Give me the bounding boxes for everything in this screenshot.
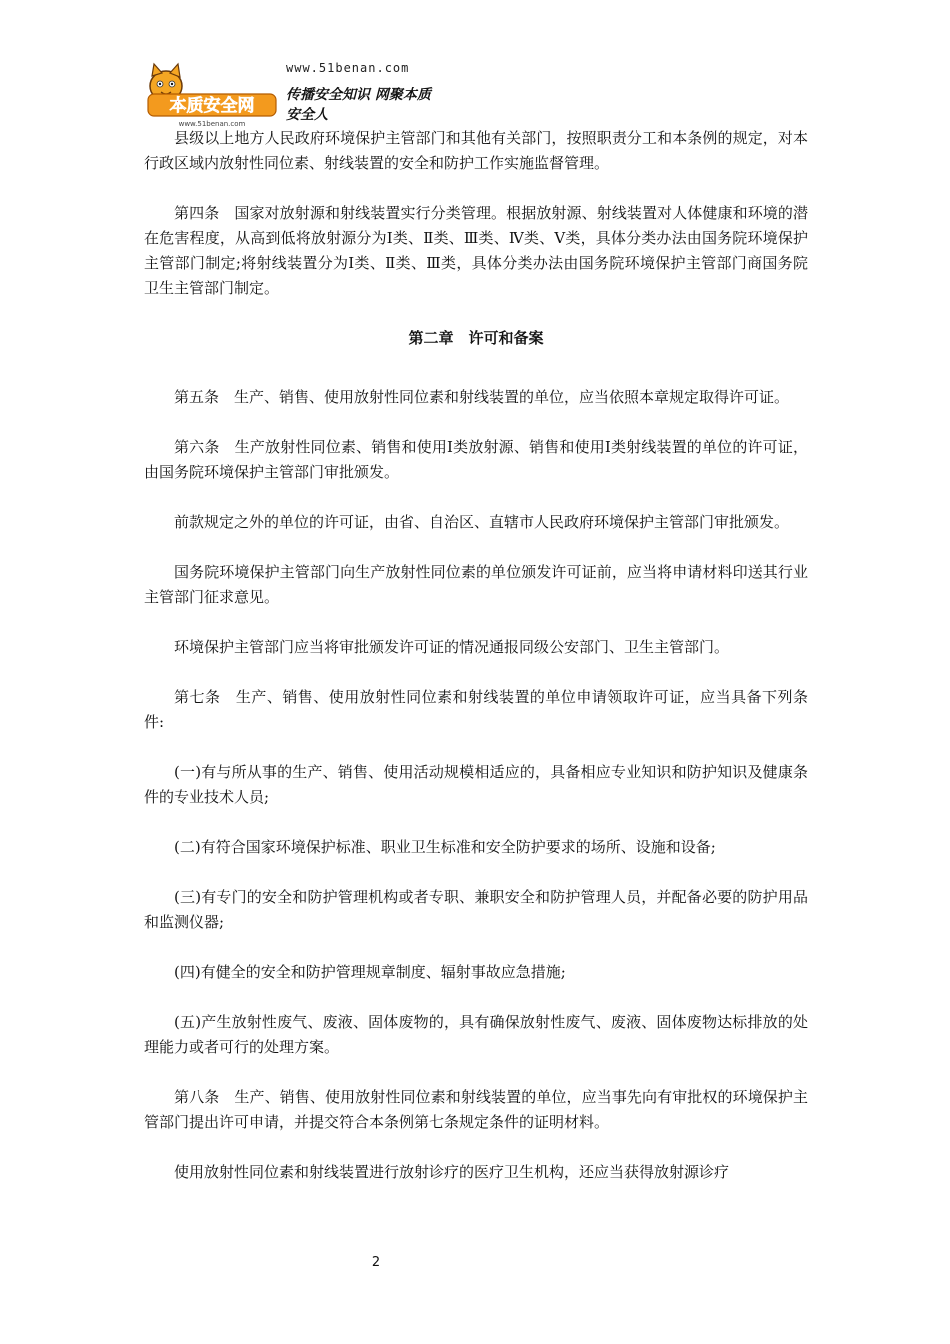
logo-text: 本质安全网 [169,96,255,116]
list-item-1: (一)有与所从事的生产、销售、使用活动规模相适应的，具备相应专业知识和防护知识及健康条件的专业技术人员; [144,763,808,806]
list-item-2: (二)有符合国家环境保护标准、职业卫生标准和安全防护要求的场所、设施和设备; [174,838,716,856]
page-header [140,60,440,130]
site-url: www.51benan.com [286,61,410,75]
article-5: 第五条 生产、销售、使用放射性同位素和射线装置的单位，应当依照本章规定取得许可证。 [174,388,790,406]
article-4: 第四条 国家对放射源和射线装置实行分类管理。根据放射源、射线装置对人体健康和环境的潜在危害程度，从高到低将放射源分为Ⅰ类、Ⅱ类、Ⅲ类、Ⅳ类、Ⅴ类，具体分类办法由国务院环境保护主管部门制定;将射线装置分为Ⅰ类、Ⅱ类、Ⅲ类，具体分类办法由国务院环境保护主管部门商国务院卫生主管部门制定。 [144,204,808,297]
list-item-4: (四)有健全的安全和防护管理规章制度、辐射事故应急措施; [174,963,566,981]
list-item-3: (三)有专门的安全和防护管理机构或者专职、兼职安全和防护管理人员，并配备必要的防护用品和监测仪器; [144,888,808,931]
site-logo [140,60,280,130]
article-8: 第八条 生产、销售、使用放射性同位素和射线装置的单位，应当事先向有审批权的环境保护主管部门提出许可申请，并提交符合本条例第七条规定条件的证明材料。 [144,1088,808,1131]
paragraph: 使用放射性同位素和射线装置进行放射诊疗的医疗卫生机构，还应当获得放射源诊疗 [174,1163,730,1181]
logo-url: www.51benan.com [178,120,246,128]
paragraph: 环境保护主管部门应当将审批颁发许可证的情况通报同级公安部门、卫生主管部门。 [174,638,730,656]
paragraph: 县级以上地方人民政府环境保护主管部门和其他有关部门，按照职责分工和本条例的规定，对本行政区域内放射性同位素、射线装置的安全和防护工作实施监督管理。 [144,129,808,172]
paragraph: 前款规定之外的单位的许可证，由省、自治区、直辖市人民政府环境保护主管部门审批颁发。 [174,513,790,531]
paragraph: 国务院环境保护主管部门向生产放射性同位素的单位颁发许可证前，应当将申请材料印送其行业主管部门征求意见。 [144,563,808,606]
document-body [144,126,808,1210]
site-slogan: 传播安全知识 网聚本质安全人 [286,87,431,123]
list-item-5: (五)产生放射性废气、废液、固体废物的，具有确保放射性废气、废液、固体废物达标排放的处理能力或者可行的处理方案。 [144,1013,808,1056]
page-number: 2 [371,1255,381,1270]
article-7: 第七条 生产、销售、使用放射性同位素和射线装置的单位申请领取许可证，应当具备下列条件: [144,688,808,731]
chapter-title: 第二章 许可和备案 [408,329,544,347]
article-6: 第六条 生产放射性同位素、销售和使用Ⅰ类放射源、销售和使用Ⅰ类射线装置的单位的许可证，由国务院环境保护主管部门审批颁发。 [144,438,808,481]
